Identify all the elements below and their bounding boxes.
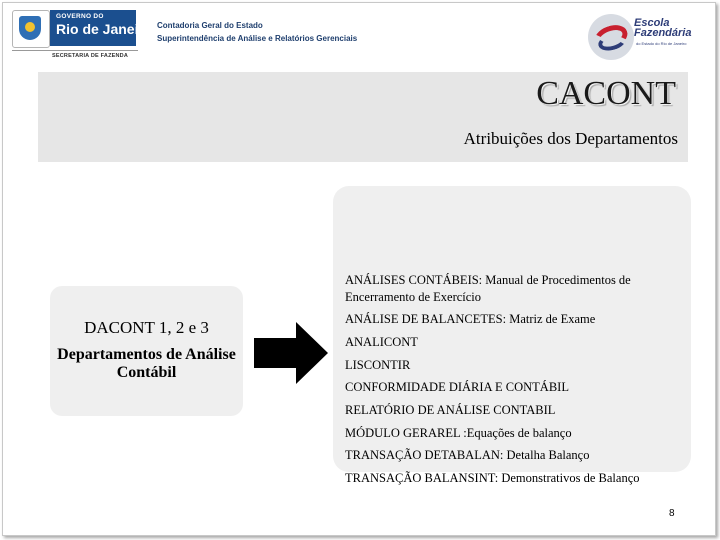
- escola-fazendaria-logo: [588, 14, 706, 64]
- list-item: CONFORMIDADE DIÁRIA E CONTÁBIL: [345, 380, 569, 394]
- list-item: ANÁLISE DE BALANCETES: Matriz de Exame: [345, 312, 596, 326]
- gov-logo-divider: [12, 50, 138, 51]
- list-item: TRANSAÇÃO DETABALAN: Detalha Balanço: [345, 448, 590, 462]
- list-item: MÓDULO GERAREL :Equações de balanço: [345, 426, 572, 440]
- gov-logo-big-text: Rio de Janeiro: [56, 21, 153, 37]
- page-number: 8: [669, 508, 675, 519]
- list-item: ANÁLISES CONTÁBEIS: Manual de Procedimentos de Encerramento de Exercício: [345, 273, 631, 304]
- government-rio-logo: [12, 8, 153, 59]
- escola-logo-text: Escola Fazendária: [634, 17, 692, 39]
- org-line-1: Contadoria Geral do Estado: [157, 21, 263, 30]
- gov-logo-sub-text: SECRETARIA DE FAZENDA: [52, 53, 129, 59]
- slide-subtitle: Atribuições dos Departamentos: [463, 129, 678, 148]
- right-arrow-icon: [254, 322, 328, 384]
- list-item: ANALICONT: [345, 335, 418, 349]
- gov-logo-small-text: GOVERNO DO: [56, 13, 104, 20]
- list-item: TRANSAÇÃO BALANSINT: Demonstrativos de Balanço: [345, 471, 640, 485]
- escola-logo-sub: do Estado do Rio de Janeiro: [636, 41, 687, 46]
- departments-description: Departamentos de Análise Contábil: [57, 346, 236, 381]
- title-band: [38, 72, 688, 162]
- organization-header: [157, 19, 357, 45]
- org-line-2: Superintendência de Análise e Relatórios Gerenciais: [157, 34, 358, 43]
- departments-code: DACONT 1, 2 e 3: [84, 318, 209, 337]
- coat-of-arms-icon: [12, 10, 50, 48]
- list-item: RELATÓRIO DE ANÁLISE CONTABIL: [345, 403, 556, 417]
- departments-box: [50, 286, 243, 416]
- slide-title: CACONT: [536, 75, 676, 112]
- list-item: LISCONTIR: [345, 358, 411, 372]
